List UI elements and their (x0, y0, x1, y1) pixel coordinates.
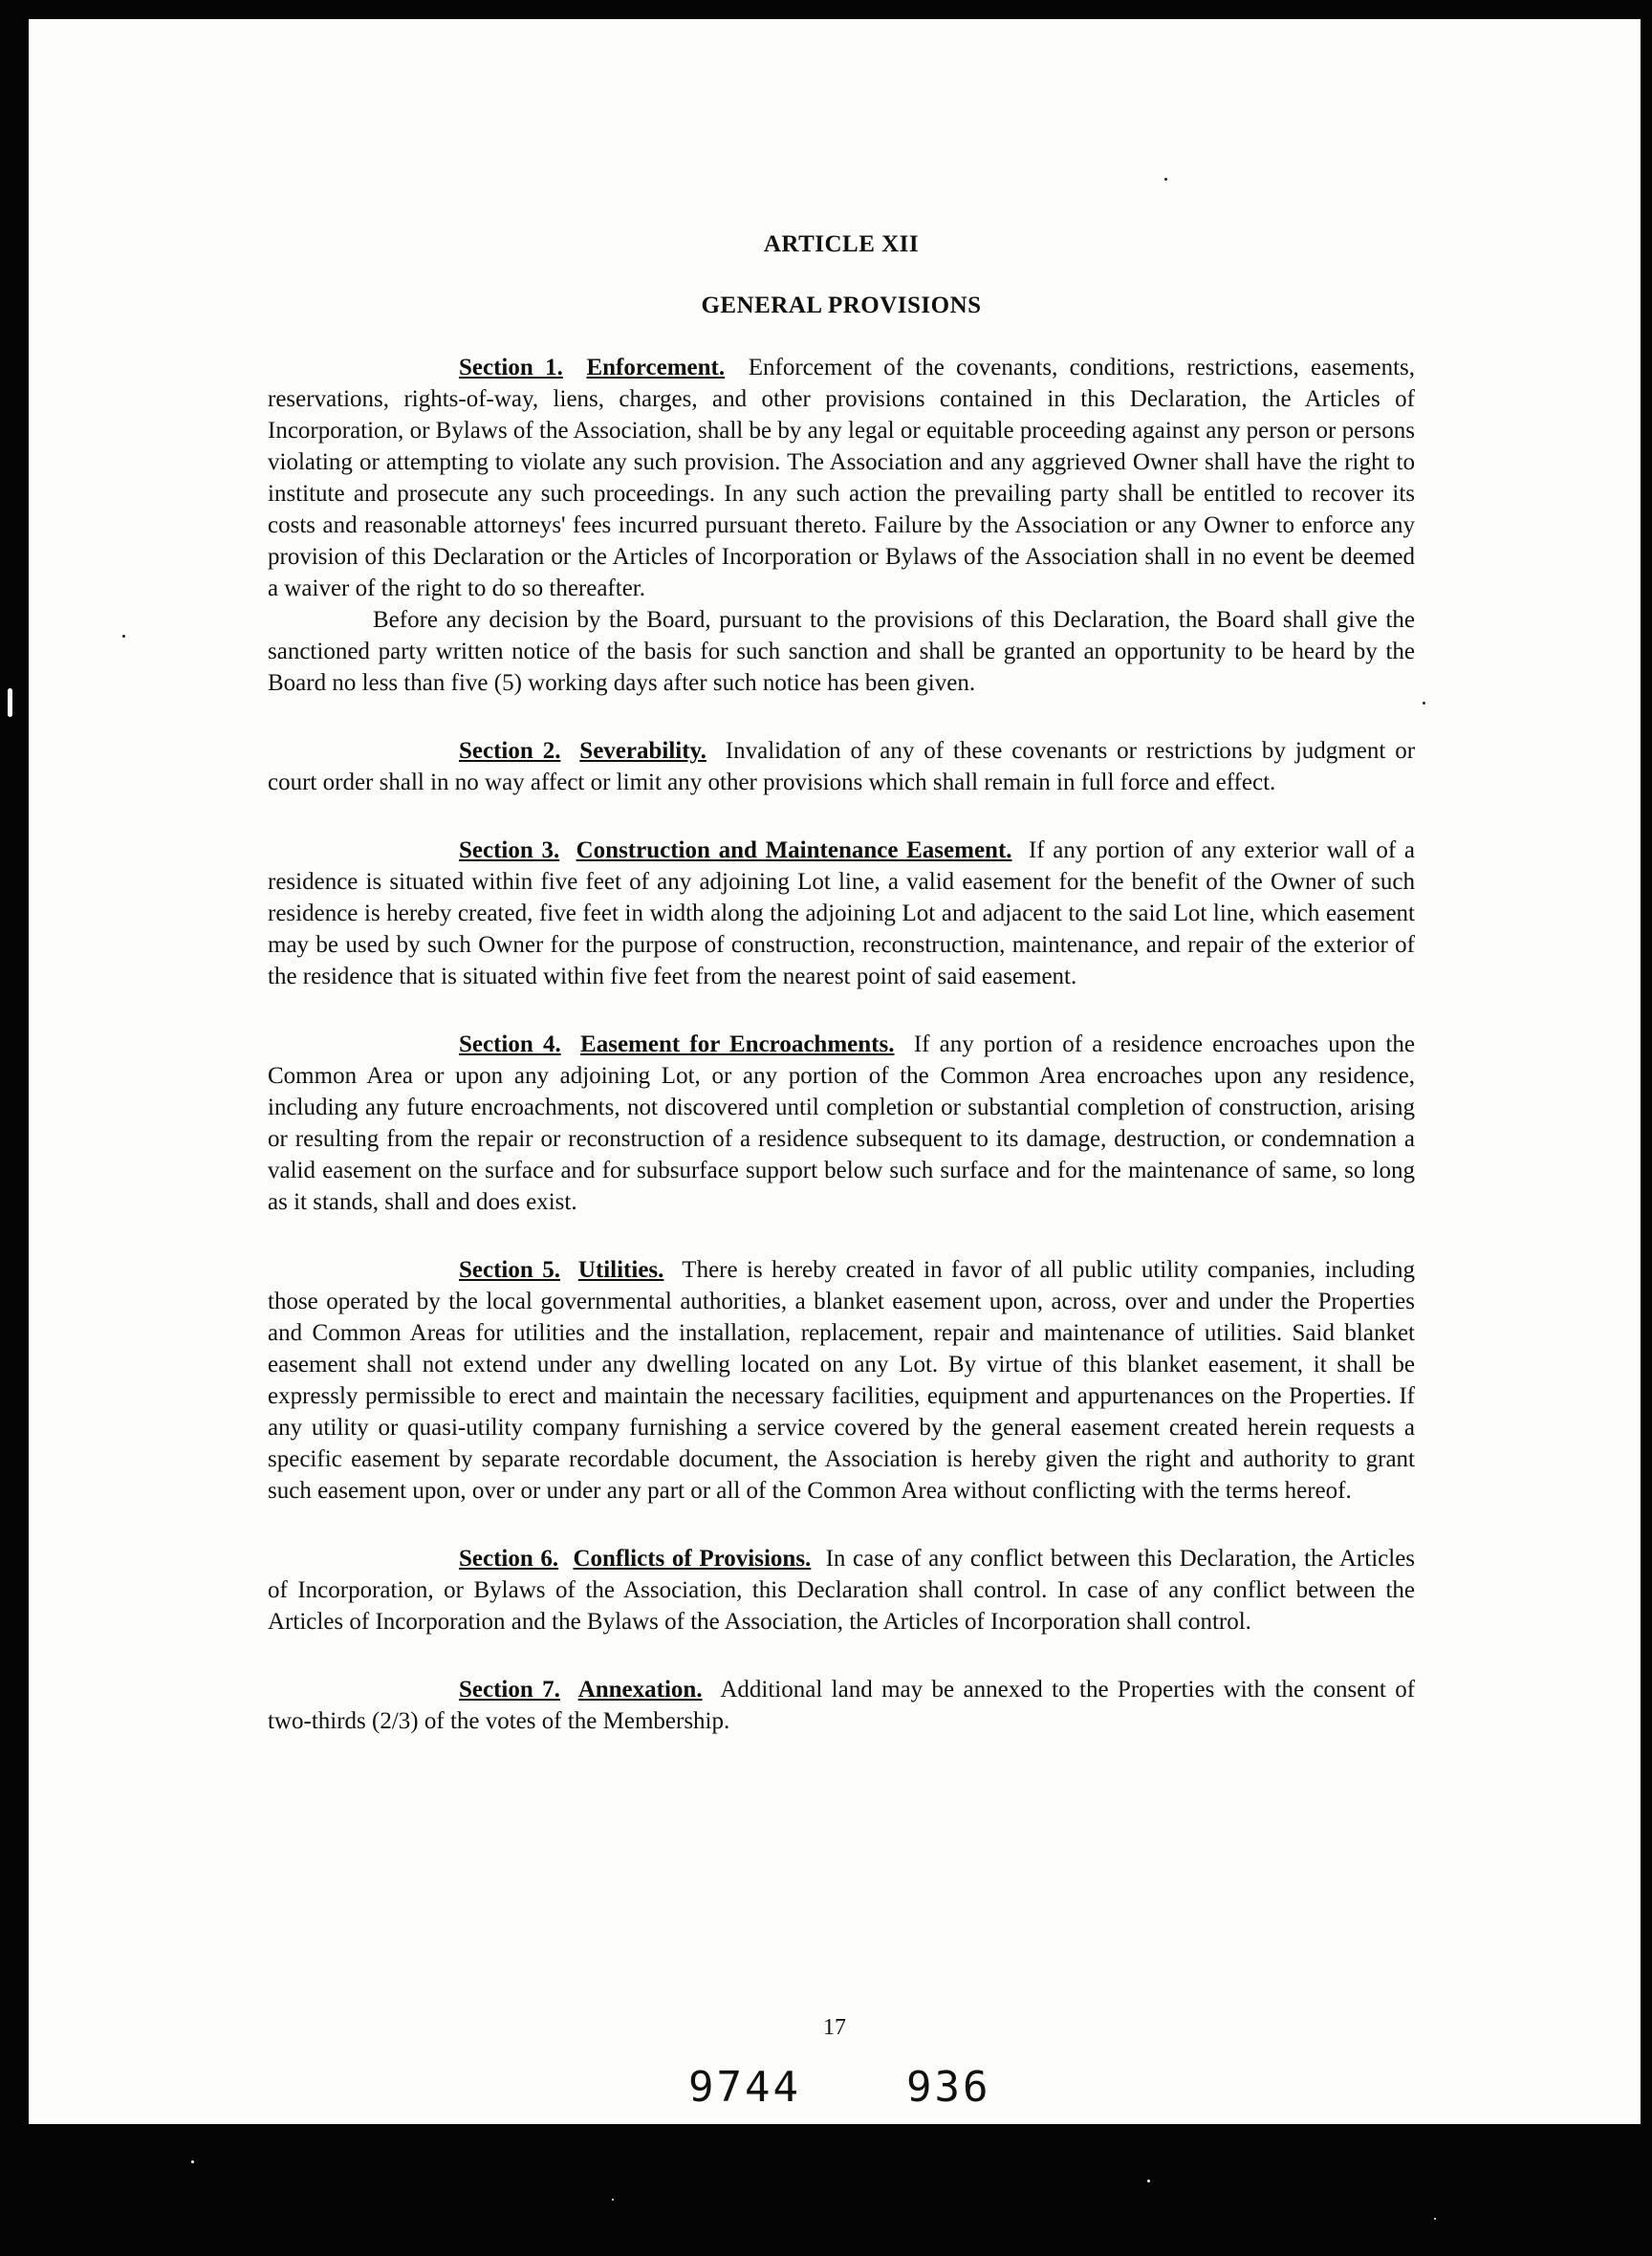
section-text: If any portion of any exterior wall of a residence is situated within five feet of any adjoining Lot line, a valid easement for the benefit of the Owner of such residence is hereby created, five feet in width along the adjoining Lot and adjacent to the said Lot line, which easement may be used by such Owner for the purpose of construction, reconstruction, maintenance, and repair of the exterior of the residence that is situated within five feet from the nearest point of said easement. (268, 837, 1416, 989)
scan-speck (1434, 2218, 1436, 2220)
section-paragraph (268, 835, 1415, 992)
section-title: Annexation. (577, 1677, 703, 1703)
section-utilities (268, 1254, 1415, 1507)
section-label: Section 7. (459, 1677, 560, 1703)
section-text: Additional land may be annexed to the Properties with the consent of two-thirds (2/3) of the votes of the Membership. (268, 1677, 1416, 1734)
section-title: Utilities. (577, 1257, 664, 1283)
section-label: Section 4. (459, 1031, 561, 1057)
article-title: ARTICLE XII (763, 231, 920, 257)
section-text: Invalidation of any of these covenants or restrictions by judgment or court order shall in no way affect or limit any other provisions which shall remain in full force and effect. (268, 738, 1416, 795)
section-paragraph (268, 1029, 1415, 1218)
section-text: Enforcement of the covenants, conditions, restrictions, easements, reservations, rights-of-way, liens, charges, and other provisions contained in this Declaration, the Articles of Incorporation, or Bylaws of the Association, shall be by any legal or equitable proceeding against any person or persons violating or attempting to violate any such provision. The Association and any aggrieved Owner shall have the right to institute and prosecute any such proceedings. In any such action the prevailing party shall be entitled to recover its costs and reasonable attorneys' fees incurred pursuant thereto. Failure by the Association or any Owner to enforce any provision of this Declaration or the Articles of Incorporation or Bylaws of the Association shall in no event be deemed a waiver of the right to do so thereafter. (268, 355, 1416, 601)
document-body (268, 210, 1415, 1773)
document-reference-numbers (688, 2063, 1096, 2112)
page-number: 17 (823, 2015, 846, 2040)
section-title: Enforcement. (586, 355, 726, 380)
section-conflicts (268, 1543, 1415, 1638)
section-label: Section 5. (459, 1257, 560, 1283)
section-title: Construction and Maintenance Easement. (576, 837, 1012, 863)
section-paragraph (268, 735, 1415, 798)
section-annexation (268, 1674, 1415, 1737)
section-severability (268, 735, 1415, 798)
scan-speck (612, 2199, 614, 2201)
section-paragraph (268, 1674, 1415, 1737)
section-paragraph (268, 1543, 1415, 1638)
scan-speck (122, 635, 125, 638)
scan-speck (191, 2160, 194, 2163)
document-page (29, 19, 1641, 2124)
section-encroachments (268, 1029, 1415, 1218)
section-label: Section 2. (459, 738, 561, 764)
section-paragraph (268, 1254, 1415, 1507)
section-paragraph (268, 352, 1415, 604)
scan-speck (8, 688, 12, 717)
document-number: 936 (905, 2063, 991, 2112)
section-construction-easement (268, 835, 1415, 992)
section-enforcement (268, 352, 1415, 699)
section-paragraph: Before any decision by the Board, pursuant to the provisions of this Declaration, the Board shall give the sanctioned party written notice of the basis for such sanction and shall be granted an opportunity to be heard by the Board no less than five (5) working days after such notice has been given. (268, 607, 1415, 696)
article-subtitle: GENERAL PROVISIONS (701, 293, 982, 318)
scan-speck (1423, 702, 1425, 705)
section-label: Section 1. (459, 355, 563, 380)
scan-speck (1164, 178, 1167, 181)
section-label: Section 6. (459, 1546, 559, 1572)
section-text: In case of any conflict between this Declaration, the Articles of Incorporation, or Bylaws of the Association, this Declaration shall control. In case of any conflict between the Articles of Incorporation and the Bylaws of the Association, the Articles of Incorporation shall control. (268, 1546, 1416, 1635)
scan-speck (1147, 2180, 1150, 2182)
section-label: Section 3. (459, 837, 560, 863)
section-title: Easement for Encroachments. (580, 1031, 895, 1057)
document-number: 9744 (688, 2063, 801, 2112)
section-text: If any portion of a residence encroaches upon the Common Area or upon any adjoining Lot, or any portion of the Common Area encroaches upon any residence, including any future encroachments, not discovered until completion or substantial completion of construction, arising or resulting from the repair or reconstruction of a residence subsequent to its damage, destruction, or condemnation a valid easement on the surface and for subsurface support below such surface and for the maintenance of same, so long as it stands, shall and does exist. (268, 1031, 1416, 1215)
section-title: Severability. (579, 738, 706, 764)
section-title: Conflicts of Provisions. (573, 1546, 812, 1572)
section-text: There is hereby created in favor of all public utility companies, including those operated by the local governmental authorities, a blanket easement upon, across, over and under the Properties and Common Areas for utilities and the installation, replacement, repair and maintenance of utilities. Said blanket easement shall not extend under any dwelling located on any Lot. By virtue of this blanket easement, it shall be expressly permissible to erect and maintain the necessary facilities, equipment and appurtenances on the Properties. If any utility or quasi-utility company furnishing a service covered by the general easement created herein requests a specific easement by separate recordable document, the Association is hereby given the right and authority to grant such easement upon, over or under any part or all of the Common Area without conflicting with the terms hereof. (268, 1257, 1416, 1504)
